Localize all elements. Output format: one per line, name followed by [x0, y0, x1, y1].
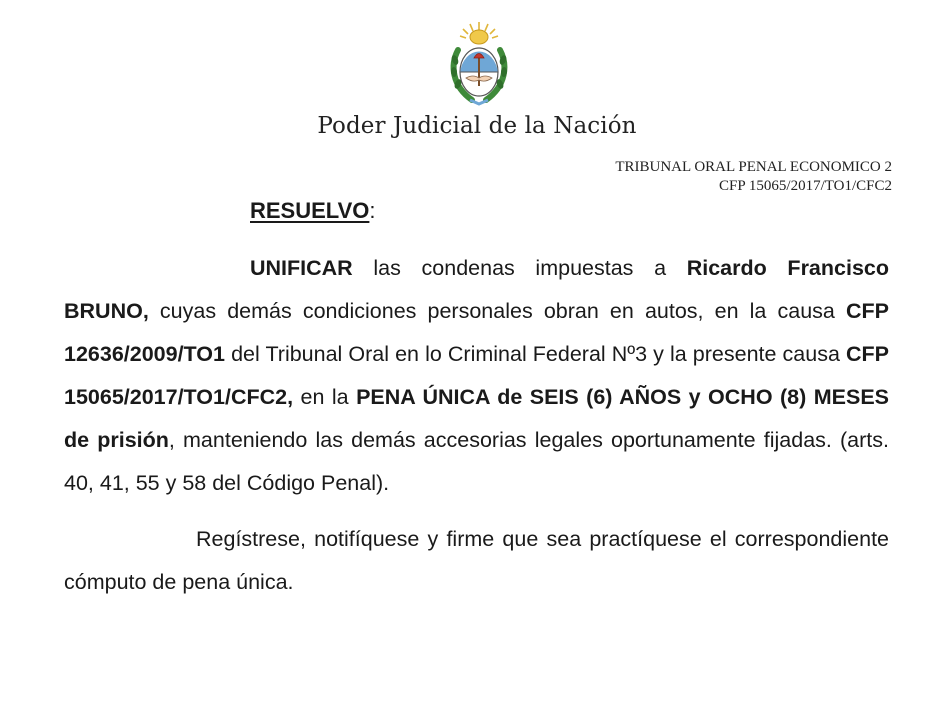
closing-paragraph: Regístrese, notifíquese y firme que sea practíquese el correspondiente cómputo de pena única.: [64, 527, 889, 594]
defendant-name: Ricardo Francisco BRUNO,: [64, 256, 889, 323]
sentence-term: PENA ÚNICA de SEIS (6) AÑOS y OCHO (8) MESES de prisión: [64, 385, 889, 452]
paragraph-text: las condenas impuestas a: [352, 256, 687, 280]
court-header: [615, 158, 892, 196]
institution-name: Poder Judicial de la Nación: [317, 113, 637, 139]
resolution-heading-colon: :: [369, 198, 376, 223]
resolution-paragraph: [64, 247, 889, 505]
resolution-heading: [250, 198, 376, 224]
paragraph-text: del Tribunal Oral en lo Criminal Federal Nº3 y la presente causa: [225, 342, 846, 366]
coat-of-arms-icon: [446, 20, 512, 108]
court-name: TRIBUNAL ORAL PENAL ECONOMICO 2: [615, 159, 892, 175]
case-number: CFP 15065/2017/TO1/CFC2: [719, 178, 892, 194]
resolution-heading-word: RESUELVO: [250, 198, 370, 223]
prior-case-number: CFP 12636/2009/TO1: [64, 299, 889, 366]
paragraph-text: cuyas demás condiciones personales obran en autos, en la causa: [148, 299, 846, 323]
present-case-number: CFP 15065/2017/TO1/CFC2,: [64, 342, 889, 409]
verb-unificar: UNIFICAR: [250, 256, 353, 280]
paragraph-text: en la: [293, 385, 357, 409]
paragraph-text: , manteniendo las demás accesorias legales oportunamente fijadas. (arts. 40, 41, 55 y 58 del Código Penal).: [64, 428, 889, 495]
